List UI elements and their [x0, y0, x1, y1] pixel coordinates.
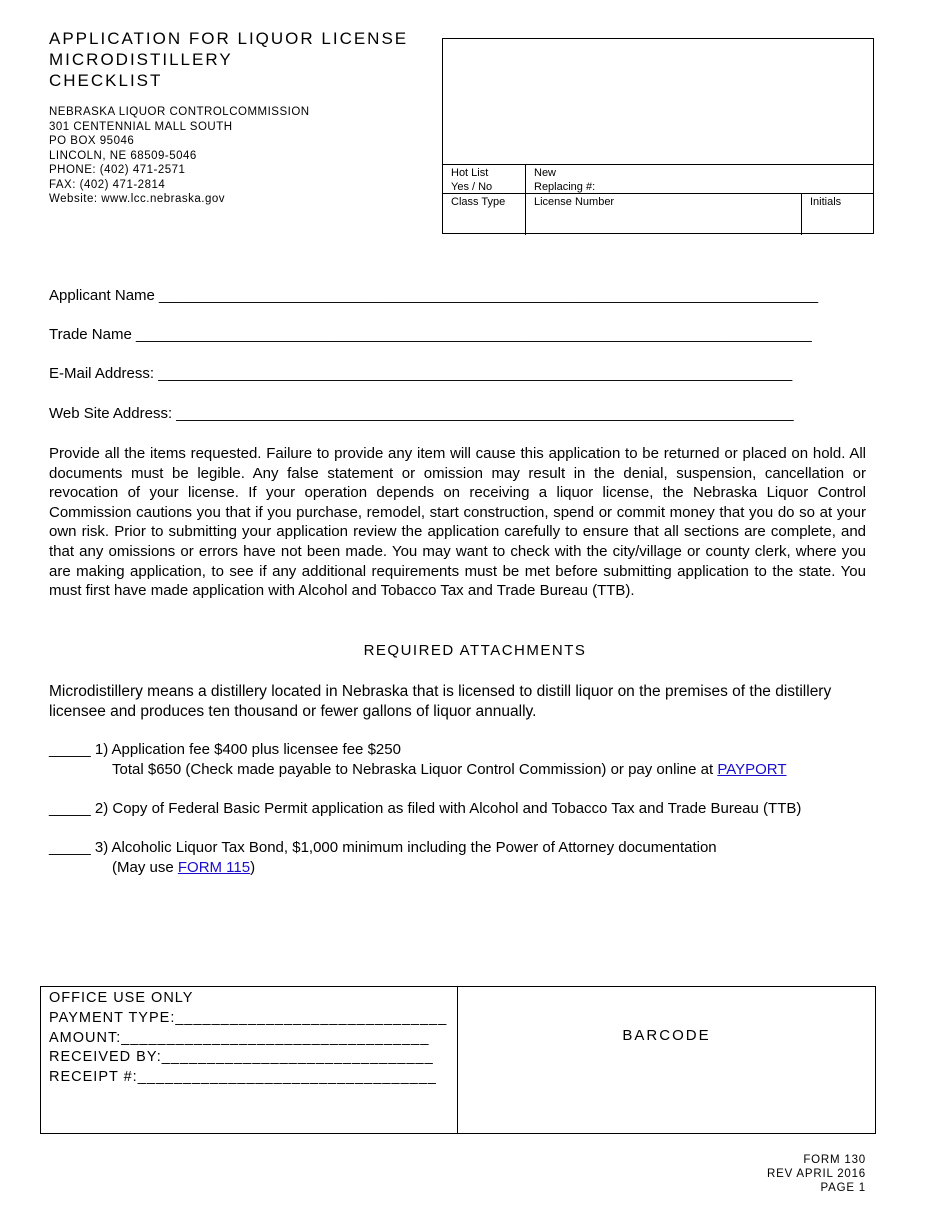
org-address	[49, 105, 310, 207]
item-1-text: _____ 1) Application fee $400 plus licensee fee $250	[49, 741, 401, 758]
amount-field[interactable]: AMOUNT:__________________________________	[49, 1029, 430, 1046]
hot-list-label: Hot List	[451, 167, 489, 179]
org-line: PHONE: (402) 471-2571	[49, 164, 186, 176]
attachment-item-3	[49, 838, 717, 878]
payport-link[interactable]: PAYPORT	[717, 761, 787, 778]
org-line: FAX: (402) 471-2814	[49, 178, 166, 191]
license-number-label: License Number	[534, 196, 615, 208]
instructions-paragraph: Provide all the items requested. Failure to provide any item will cause this application to be returned or placed on hold. All documents must be legible. Any false statement or omission may result in the denial, suspension, cancellation or revocation of your license. If your operation depends on receiving a liquor license, the Nebraska Liquor Control Commission cautions you that if you purchase, remodel, start construction, spend or commit money that you do so at your own risk. Prior to submitting your application review the application carefully to ensure that all sections are complete, and that any omissions or errors have not been made. You may want to check with the city/village or county clerk, where you are making application, to see if any additional requirements must be met before submitting application to the state. You must first have made application with Alcohol and Tobacco Tax and Trade Bureau (TTB).	[49, 445, 866, 600]
office-use-heading: OFFICE USE ONLY	[49, 990, 194, 1006]
received-by-field[interactable]: RECEIVED BY:______________________________	[49, 1049, 434, 1066]
hot-list-options: Yes / No	[451, 181, 493, 193]
org-line: LINCOLN, NE 68509-5046	[49, 149, 197, 162]
replacing-label: Replacing #:	[534, 181, 596, 193]
initials-label: Initials	[810, 196, 842, 208]
title-line: MICRODISTILLERY	[49, 50, 233, 69]
license-info-box	[442, 38, 874, 234]
revision-date: REV APRIL 2016	[767, 1168, 866, 1180]
org-line: Website: www.lcc.nebraska.gov	[49, 193, 225, 205]
payment-type-field[interactable]: PAYMENT TYPE:______________________________	[49, 1009, 448, 1026]
title-line: CHECKLIST	[49, 71, 163, 90]
class-type-cell[interactable]	[443, 194, 525, 235]
trade-name-field[interactable]: Trade Name _________________________________________________________________________________	[49, 326, 812, 343]
initials-cell[interactable]	[801, 194, 873, 235]
org-line: NEBRASKA LIQUOR CONTROLCOMMISSION	[49, 106, 310, 118]
hot-list-cell[interactable]	[443, 165, 525, 194]
org-line: 301 CENTENNIAL MALL SOUTH	[49, 120, 233, 133]
form-115-link[interactable]: FORM 115	[177, 859, 251, 876]
new-label: New	[534, 167, 557, 179]
license-row-hotlist	[443, 164, 873, 194]
email-field[interactable]: E-Mail Address: ____________________________________________________________________________	[49, 365, 793, 382]
microdistillery-definition: Microdistillery means a distillery located in Nebraska that is licensed to distill liquor on the premises of the distillery licensee and produces ten thousand or fewer gallons of liquor annually.	[49, 683, 832, 720]
office-use-box	[40, 986, 876, 1134]
license-row-class	[443, 193, 873, 235]
license-number-cell[interactable]	[525, 194, 801, 235]
item-3-text: _____ 3) Alcoholic Liquor Tax Bond, $1,000 minimum including the Power of Attorney documentation	[49, 839, 717, 856]
attachment-item-1	[49, 740, 787, 780]
new-replacing-cell[interactable]	[525, 165, 873, 194]
class-type-label: Class Type	[451, 196, 506, 208]
title-line: APPLICATION FOR LIQUOR LICENSE	[49, 29, 409, 48]
item-1-total: Total $650 (Check made payable to Nebraska Liquor Control Commission) or pay online at	[112, 761, 718, 778]
item-3-pre: (May use	[112, 859, 178, 876]
required-attachments-heading: REQUIRED ATTACHMENTS	[363, 642, 587, 659]
applicant-name-field[interactable]: Applicant Name _______________________________________________________________________________	[49, 287, 819, 304]
website-field[interactable]: Web Site Address: __________________________________________________________________________	[49, 405, 794, 422]
form-title	[49, 28, 408, 91]
item-3-subline	[49, 858, 717, 878]
receipt-number-field[interactable]: RECEIPT #:_________________________________	[49, 1069, 437, 1086]
page-number: PAGE 1	[820, 1182, 866, 1194]
barcode-label: BARCODE	[622, 1027, 711, 1044]
attachment-item-2	[49, 799, 801, 819]
form-footer	[767, 1153, 866, 1195]
office-use-fields	[41, 987, 458, 1133]
item-1-subline	[49, 760, 787, 780]
item-3-post: )	[250, 859, 256, 876]
org-line: PO BOX 95046	[49, 135, 135, 147]
form-number: FORM 130	[803, 1154, 866, 1166]
item-2-text: _____ 2) Copy of Federal Basic Permit application as filed with Alcohol and Tobacco Tax and Trade Bureau (TTB)	[49, 800, 802, 817]
